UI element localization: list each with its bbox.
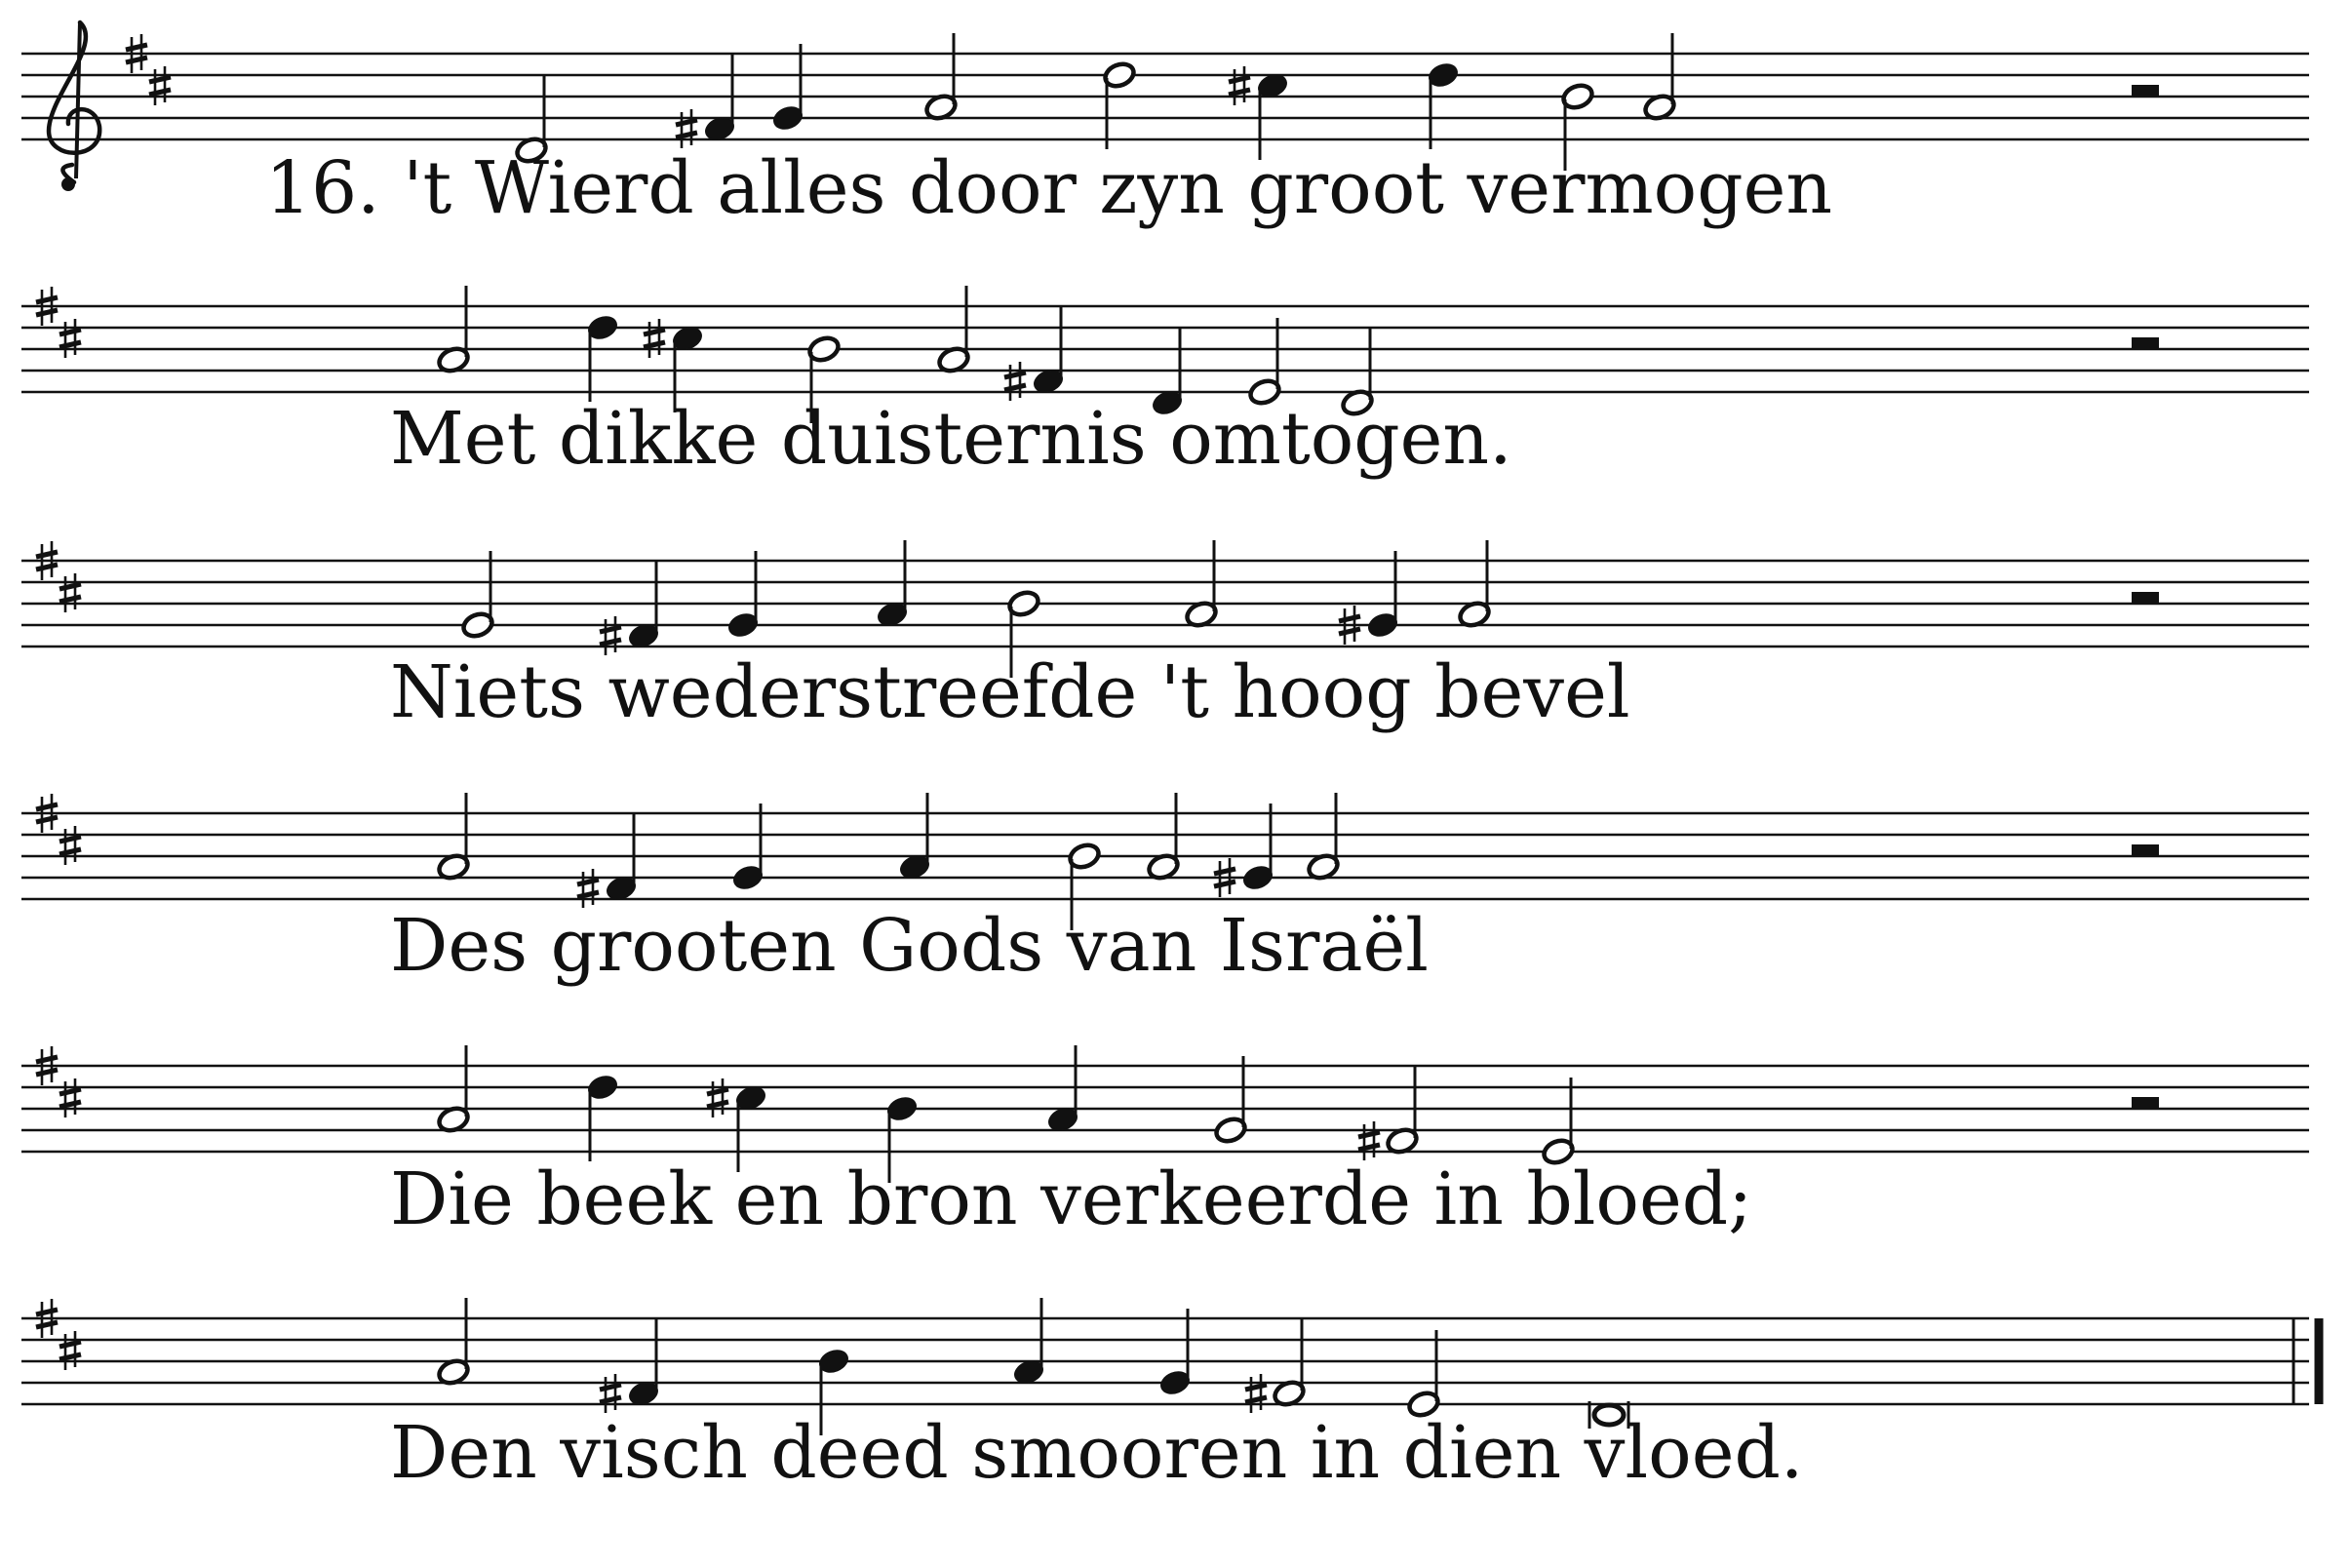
sharp-sign: [59, 837, 81, 842]
lyric-line: [390, 1157, 1753, 1241]
sharp-sign: [36, 1310, 58, 1314]
sharp-sign: [1004, 372, 1026, 377]
sharp-sign: [600, 1397, 621, 1402]
sharp-sign: [1214, 882, 1235, 886]
lyric-text: Die beek en bron verkeerde in bloed;: [390, 1157, 1753, 1241]
sharp-sign: [644, 342, 665, 347]
half-rest: [2132, 85, 2159, 97]
sharp-sign: [149, 77, 171, 82]
sharp-sign: [36, 817, 58, 822]
sharp-sign: [59, 342, 81, 347]
half-rest: [2132, 592, 2159, 604]
sharp-sign: [36, 310, 58, 315]
sharp-sign: [600, 627, 621, 632]
sharp-sign: [36, 1070, 58, 1075]
sharp-sign: [1245, 1397, 1267, 1402]
lyric-text: Den visch deed smooren in dien vloed.: [390, 1411, 1804, 1495]
sharp-sign: [149, 90, 171, 95]
sharp-sign: [707, 1089, 728, 1094]
treble-clef-dot: [61, 177, 75, 191]
half-rest: [2132, 1097, 2159, 1109]
sharp-sign: [36, 297, 58, 302]
sharp-sign: [1004, 385, 1026, 390]
sharp-sign: [1339, 629, 1360, 634]
sharp-sign: [1245, 1385, 1267, 1390]
sharp-sign: [1358, 1145, 1380, 1150]
sharp-sign: [59, 584, 81, 589]
sharp-sign: [1339, 616, 1360, 621]
lyric-line: [265, 146, 1833, 230]
sharp-sign: [36, 552, 58, 557]
lyric-line: [390, 650, 1630, 734]
sharp-sign: [126, 58, 147, 62]
sharp-sign: [1358, 1132, 1380, 1137]
sharp-sign: [600, 640, 621, 645]
sharp-sign: [59, 1354, 81, 1359]
sharp-sign: [707, 1102, 728, 1107]
sharp-sign: [59, 330, 81, 334]
verse-number: 16.: [265, 146, 404, 230]
sharp-sign: [577, 892, 599, 897]
sharp-sign: [36, 1322, 58, 1327]
sharp-sign: [59, 1102, 81, 1107]
half-rest: [2132, 844, 2159, 856]
lyric-line: [390, 397, 1512, 481]
lyric-text: Des grooten Gods van Israël: [390, 904, 1429, 988]
treble-clef: [49, 22, 99, 182]
sharp-sign: [36, 804, 58, 809]
lyric-text: 't Wierd alles door zyn groot vermogen: [403, 146, 1833, 230]
sharp-sign: [59, 597, 81, 602]
sharp-sign: [676, 120, 697, 125]
lyric-line: [390, 904, 1429, 988]
sharp-sign: [1229, 90, 1250, 95]
lyric-line: [390, 1411, 1804, 1495]
sharp-sign: [59, 1342, 81, 1347]
sharp-sign: [600, 1385, 621, 1390]
treble-clef-stem: [76, 22, 80, 178]
sharp-sign: [577, 880, 599, 884]
sharp-sign: [36, 565, 58, 569]
sharp-sign: [644, 330, 665, 334]
lyric-text: Met dikke duisternis omtogen.: [390, 397, 1512, 481]
sharp-sign: [59, 1089, 81, 1094]
sharp-sign: [36, 1057, 58, 1062]
sharp-sign: [676, 133, 697, 137]
lyric-text: Niets wederstreefde 't hoog bevel: [390, 650, 1630, 734]
sharp-sign: [126, 45, 147, 50]
sharp-sign: [59, 849, 81, 854]
sharp-sign: [1229, 77, 1250, 82]
sharp-sign: [1214, 869, 1235, 874]
half-rest: [2132, 337, 2159, 349]
